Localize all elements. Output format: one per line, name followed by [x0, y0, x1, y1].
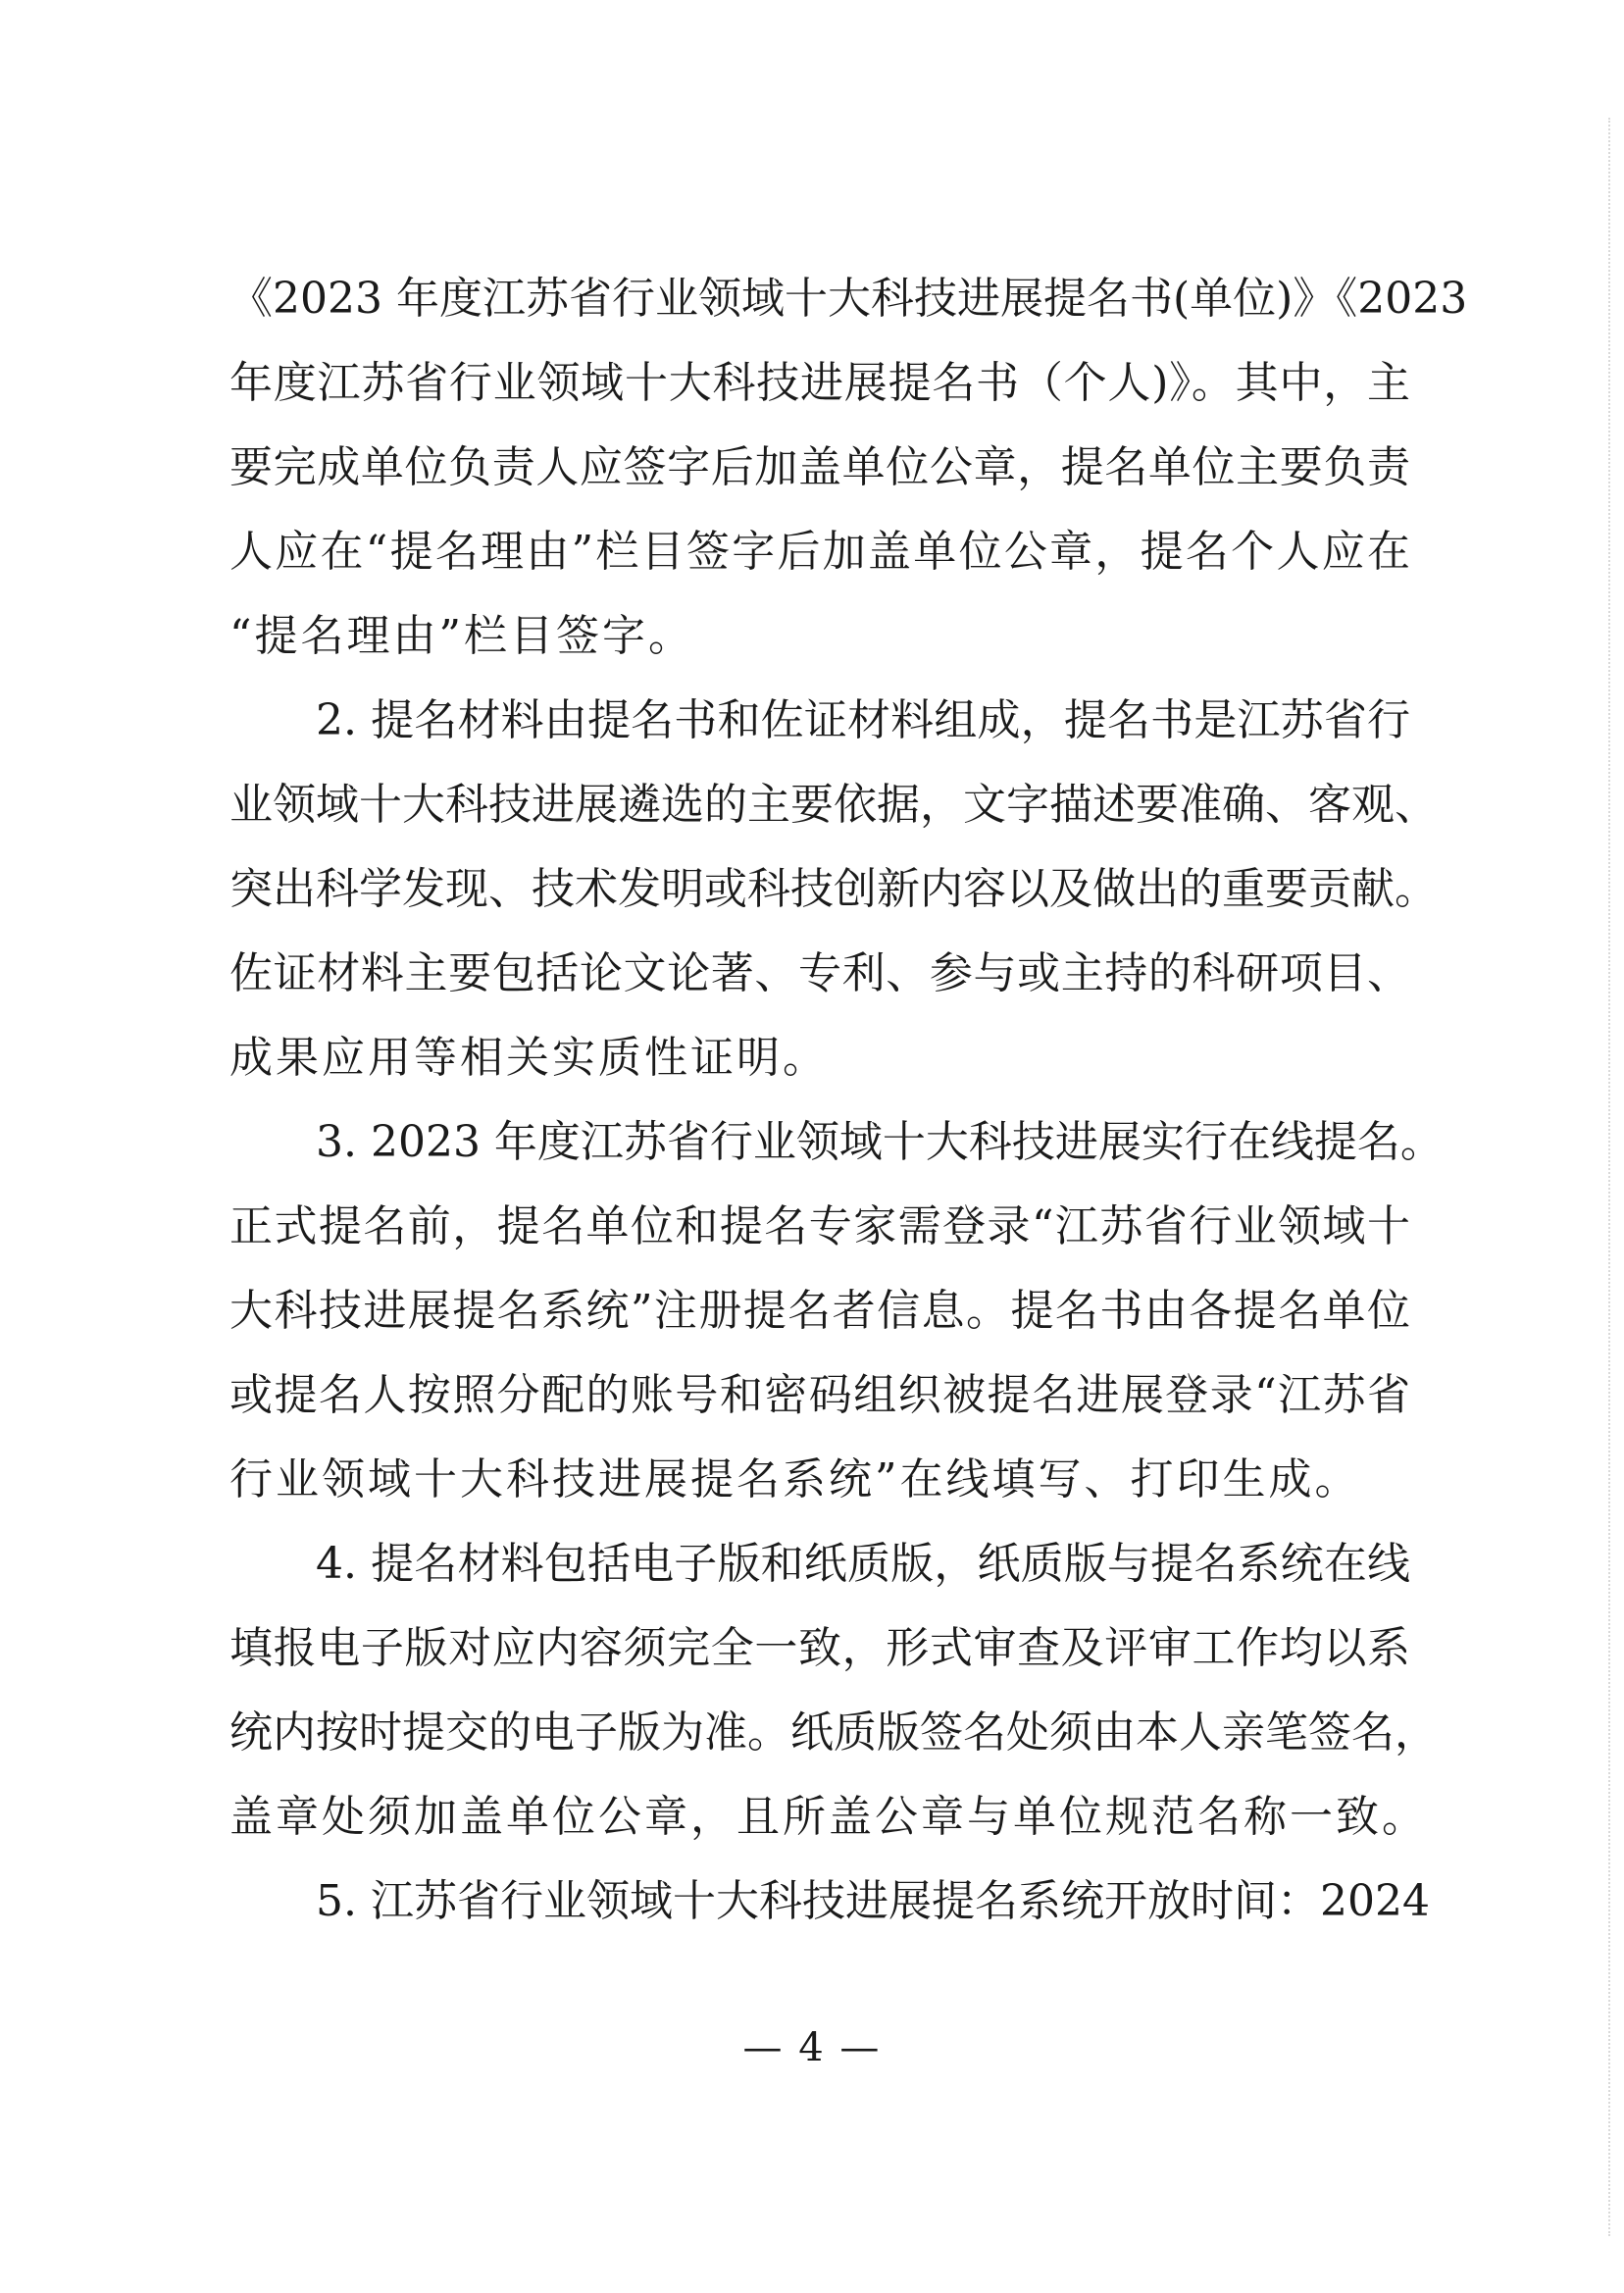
- para-item-4: [229, 1522, 1438, 1860]
- para-continuation: [229, 257, 1468, 679]
- text-line: 统内按时提交的电子版为准。纸质版签名处须由本人亲笔签名，: [229, 1707, 1438, 1758]
- text-line: 填报电子版对应内容须完全一致，形式审查及评审工作均以系: [229, 1623, 1410, 1673]
- text-line: 突出科学发现、技术发明或科技创新内容以及做出的重要贡献。: [229, 864, 1438, 914]
- text-line: 人应在“提名理由”栏目签字后加盖单位公章，提名个人应在: [229, 527, 1410, 577]
- text-line: 大科技进展提名系统”注册提名者信息。提名书由各提名单位: [229, 1286, 1410, 1336]
- text-line: 正式提名前，提名单位和提名专家需登录“江苏省行业领域十: [229, 1201, 1410, 1251]
- text-line: 《2023 年度江苏省行业领域十大科技进展提名书(单位)》《2023: [229, 274, 1468, 324]
- text-line: 成果应用等相关实质性证明。: [229, 1033, 829, 1083]
- para-item-5: [229, 1860, 1430, 1944]
- text-line: 要完成单位负责人应签字后加盖单位公章，提名单位主要负责: [229, 442, 1410, 492]
- scan-edge-marks: [1607, 118, 1610, 2236]
- text-line: 行业领域十大科技进展提名系统”在线填写、打印生成。: [229, 1454, 1361, 1504]
- text-line: “提名理由”栏目签字。: [229, 611, 694, 661]
- text-line: 5. 江苏省行业领域十大科技进展提名系统开放时间：2024: [316, 1876, 1430, 1926]
- text-line: 年度江苏省行业领域十大科技进展提名书（个人)》。其中，主: [229, 358, 1410, 408]
- para-item-3: [229, 1100, 1444, 1522]
- para-item-2: [229, 679, 1438, 1100]
- text-line: 2. 提名材料由提名书和佐证材料组成，提名书是江苏省行: [316, 695, 1410, 745]
- page-number: — 4 —: [742, 2025, 882, 2070]
- text-line: 业领域十大科技进展遴选的主要依据，文字描述要准确、客观、: [229, 780, 1438, 830]
- document-body: [229, 257, 1468, 1944]
- text-line: 4. 提名材料包括电子版和纸质版，纸质版与提名系统在线: [316, 1539, 1410, 1589]
- text-line: 佐证材料主要包括论文论著、专利、参与或主持的科研项目、: [229, 948, 1410, 998]
- text-line: 盖章处须加盖单位公章，且所盖公章与单位规范名称一致。: [229, 1792, 1428, 1842]
- text-line: 3. 2023 年度江苏省行业领域十大科技进展实行在线提名。: [316, 1117, 1444, 1167]
- text-line: 或提名人按照分配的账号和密码组织被提名进展登录“江苏省: [229, 1370, 1410, 1420]
